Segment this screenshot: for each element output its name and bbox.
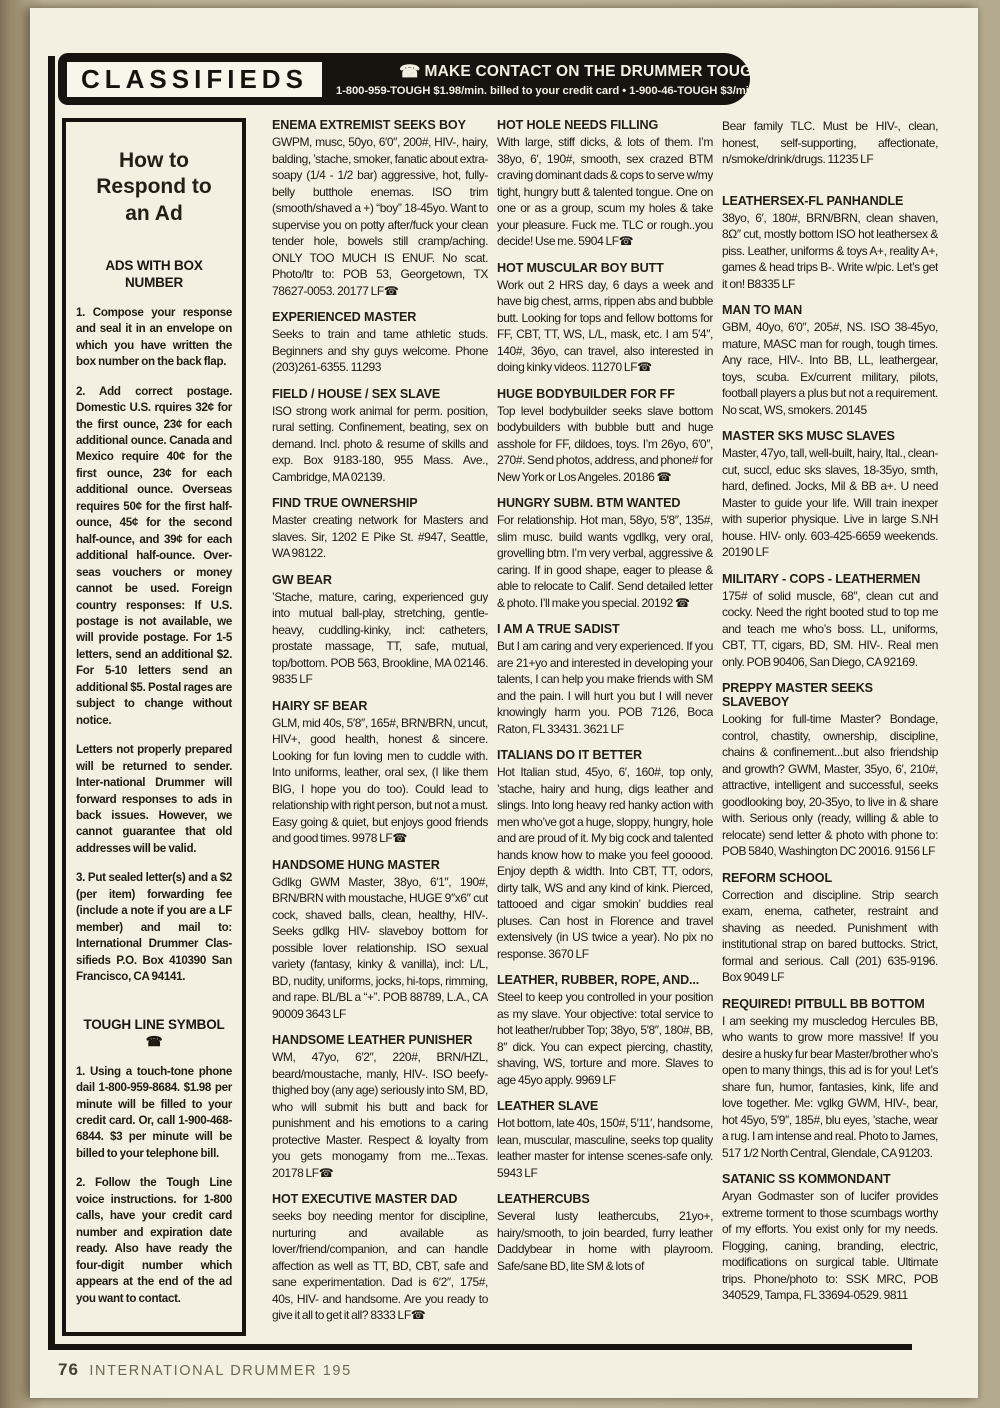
bottom-horizontal-rule xyxy=(48,1344,912,1350)
ad-body: Seeks to train and tame athletic studs. Beginners and shy guys welcome. Phone (203)261-6355. 11293 xyxy=(272,327,488,374)
ad-heading: PREPPY MASTER SEEKS SLAVEBOY xyxy=(722,681,873,709)
ad-body: Gdlkg GWM Master, 38yo, 6′1″, 190#, BRN/BRN with moustache, HUGE 9″x6″ cut cock, shaved balls, clean, healthy, HIV-. Seeks gdlkg HIV- slaveboy bottom for possible lover relationship. ISO sexual variety (fantasy, kinky & vanilla), incl: L/L, BD, nudity, uniforms, jocks, hi-tops, rimming, and rape. BL/BL a “+”. POB 88789, L.A., CA 90009 3643 LF xyxy=(272,874,488,1021)
classifieds-title-box xyxy=(63,58,326,101)
ads-column-3 xyxy=(722,116,938,1348)
ad-body: Steel to keep you controlled in your position as my slave. Your objective: total service to hot leather/rubber Top; 38yo, 5′8″, 180#, BB, 8″ dick. You can expect piercing, chastity, shaving, WS, torture and more. Slaves to age 45yo apply. 9969 LF xyxy=(497,990,713,1087)
how-to-title: How to Respond to an Ad xyxy=(96,149,212,225)
how-to-paragraph: 1. Compose your response and seal it in an envelope on which you have written the box number on the back flap. xyxy=(76,305,232,369)
ad-heading: HUGE BODYBUILDER FOR FF xyxy=(497,386,675,401)
classified-ad xyxy=(722,572,938,671)
ad-heading: MAN TO MAN xyxy=(722,303,803,317)
ad-body: I am seeking my muscledog Hercules BB, who wants to grow more massive! If you desire a husky fur bear Master/brother who’s open to many things, this ad is for you! Let’s share fun, humor, fantasies, kink, life and love together. Me: vglkg GWM, HIV-, bear, hot 45yo, 5′9″, 185#, blu eyes, ’stache, wear a rug. I am intense and real. Photo to James, 517 1/2 North Central, Glendale, CA 91203. xyxy=(722,1013,938,1160)
classified-ad xyxy=(497,622,713,737)
how-to-paragraph: Letters not properly prepared will be returned to sender. Inter-national Drummer will forward responses to ads in back issues. However, we cannot guarantee that old addresses will be valid. xyxy=(76,743,232,855)
ad-heading: REFORM SCHOOL xyxy=(722,870,832,885)
classified-ad xyxy=(722,303,938,418)
page-number: 76 xyxy=(58,1360,79,1379)
classified-ad xyxy=(497,387,713,486)
ad-heading: FIELD / HOUSE / SEX SLAVE xyxy=(272,386,441,401)
ad-heading: GW BEAR xyxy=(272,572,332,587)
classified-ad xyxy=(722,871,938,986)
how-to-paragraph: 2. Add correct postage. Domestic U.S. rquires 32¢ for the first ounce, 23¢ for each additional ounce. Canada and Mexico require 40¢ for the first ounce, 23¢ for each additional ounce. Overseas requires 50¢ for the first half-ounce, 45¢ for the second half-ounce, and 39¢ for each additional half-ounce. Over-seas vouchers or money cannot be used. Foreign country responses: If U.S. postage is not available, we will provide postage. For 1-5 letters, send an additional $2. For 5-10 letters send an additional $5. Postal rages are subject to change without notice. xyxy=(76,384,232,727)
ad-body: But I am caring and very experienced. If you are 21+yo and interested in developing your talents, I can help you make friends with SM and the pain. I will hurt you but I will never knowingly harm you. POB 7126, Boca Raton, FL 33431. 3621 LF xyxy=(497,639,713,736)
ad-heading: HANDSOME HUNG MASTER xyxy=(272,857,440,872)
classified-ad xyxy=(722,681,938,860)
classified-ad xyxy=(272,573,488,688)
ad-heading: MILITARY - COPS - LEATHERMEN xyxy=(722,571,921,586)
ad-body: For relationship. Hot man, 58yo, 5′8″, 135#, slim musc. build wants vgdlkg, very oral, grovelling btm. I’m very verbal, aggressive & caring. If in good shape, eager to please & able to relocate to Calif. Send detailed letter & photo. I’ll make you special. 20192 ☎ xyxy=(497,513,713,610)
tough-line-phone-numbers: 1-800-959-TOUGH $1.98/min. billed to your credit card • 1-900-46-TOUGH $3/min. billed to your phone xyxy=(335,84,868,97)
how-to-paragraph: 1. Using a touch-tone phone dail 1-800-959-8684. $1.98 per minute will be filled to your credit card. Or, call 1-900-468-6844. $3 per minute will be billed to your telephone bill. xyxy=(76,1064,232,1160)
classified-ad xyxy=(272,387,488,486)
ad-body: Bear family TLC. Must be HIV-, clean, honest, self-supporting, affectionate, n/smoke/drink/drugs. 11235 LF xyxy=(722,119,938,166)
ad-heading: LEATHERSEX-FL PANHANDLE xyxy=(722,193,904,208)
classified-ad xyxy=(272,496,488,562)
ad-body: Aryan Godmaster son of lucifer provides extreme torment to those scumbags worthy of my efforts. You exist only for my needs. Flogging, caning, branding, electric, modifications on surgical table. Ultimate trips. Phone/photo to: SSK MRC, POB 340529, Tampa, FL 33694-0529. 9811 xyxy=(722,1189,938,1302)
classified-ad xyxy=(722,1172,938,1304)
classified-ad xyxy=(272,699,488,847)
how-to-paragraph: 2. Follow the Tough Line voice instructions. for 1-800 calls, have your credit card number and expiration date ready. Also have ready the four-digit number which appears at the end of the ad you want to contact. xyxy=(76,1176,232,1305)
how-to-respond-box xyxy=(62,118,246,1336)
tough-line-title: ☎ MAKE CONTACT ON THE DRUMMER TOUGH LINE xyxy=(399,61,805,81)
classified-ad xyxy=(497,1099,713,1181)
ad-heading: FIND TRUE OWNERSHIP xyxy=(272,496,418,510)
classified-ad xyxy=(497,261,713,376)
page-footer xyxy=(58,1360,352,1380)
classified-ad xyxy=(722,118,938,168)
classified-ad xyxy=(272,1192,488,1324)
how-to-subheading: ADS WITH BOX NUMBER xyxy=(105,257,203,291)
ad-heading: REQUIRED! PITBULL BB BOTTOM xyxy=(722,996,925,1011)
ad-heading: HOT EXECUTIVE MASTER DAD xyxy=(272,1192,458,1206)
ad-body: Hot Italian stud, 45yo, 6′, 160#, top only, ’stache, hairy and hung, digs leather and slings. Into long heavy red hanky action with men who’ve got a huge, sloppy, hungry, hole and are proud of it. My big cock and talented hands know how to make you feel gooood. Enjoy depth & width. Into CBT, TT, odors, dirty talk, WS and any kind of kink. Pierced, tattooed and cigar smokin’ buddies real pluses. Can host in Florence and travel extensively (in US twice a year). No pix no response. 3670 LF xyxy=(497,765,713,961)
classified-ad xyxy=(722,997,938,1162)
ad-heading: ITALIANS DO IT BETTER xyxy=(497,748,642,762)
classified-ad xyxy=(497,118,713,250)
ad-body: Looking for full-time Master? Bondage, control, chastity, ownership, discipline, chains & confinement...but also friendship and growth? GWM, Master, 35yo, 6′, 210#, attractive, intelligent and successful, seeks goodlooking boy, 20-35yo, to live in & share with. Serious only (ready, willing & able to relocate) send letter & photo with phone to: POB 5840, Washington DC 20016. 9156 LF xyxy=(722,712,938,858)
ad-body: Master, 47yo, tall, well-built, hairy, Ital., clean-cut, succl, educ sks slaves, 18-35yo, smth, hard, defined. Jocks, Mil & BB a+. U need Master to guide your life. Will train inexper with superior physique. Live in large S.NH house. HIV- only. 603-425-6659 weekends. 20190 LF xyxy=(722,446,938,559)
ad-body: 38yo, 6′, 180#, BRN/BRN, clean shaven, 8Ω″ cut, mostly bottom ISO hot leathersex & piss. Leather, uniforms & toys A+, reality A+, games & head trips B-. Write w/pic. Let’s get it on! B8335 LF xyxy=(722,210,938,291)
ads-column-2 xyxy=(497,116,713,1348)
ad-body: Several lusty leathercubs, 21yo+, hairy/smooth, to join bearded, furry leather Daddybear in home with playroom. Safe/sane BD, lite SM & lots of xyxy=(497,1209,713,1273)
how-to-paragraph: 3. Put sealed letter(s) and a $2 (per item) forwarding fee (include a note if you are a LF member) and mail to: International Drummer Clas-sifieds P.O. Box 410390 San Francisco, CA 94141. xyxy=(76,871,232,984)
magazine-title: INTERNATIONAL DRUMMER 195 xyxy=(89,1363,352,1379)
ad-body: Work out 2 HRS day, 6 days a week and have big chest, arms, rippen abs and bubble butt. Looking for tops and fellow bottoms for FF, CBT, TT, WS, L/L, mask, etc. I am 5′4″, 140#, 36yo, can travel, also interested in doing kinky videos. 11270 LF☎ xyxy=(497,277,713,374)
classified-ad xyxy=(722,429,938,561)
ad-body: WM, 47yo, 6′2″, 220#, BRN/HZL, beard/moustache, manly, HIV-. ISO beefy-thighed boy (any age) seriously into SM, BD, who will submit his butt and back for punishment and his emotions to a caring protective Master. Respect & loyalty from you gets monogamy from me...Texas. 20178 LF☎ xyxy=(272,1050,488,1180)
ad-body: GBM, 40yo, 6′0″, 205#, NS. ISO 38-45yo, mature, MASC man for rough, tough times. Any race, HIV-. Into BB, LL, leathergear, toys, scuba. Ex/current military, pilots, football players a plus but not a requirement. No scat, WS, smokers. 20145 xyxy=(722,320,938,417)
left-vertical-rule xyxy=(48,56,55,1350)
ad-body: 175# of solid muscle, 68″, clean cut and cocky. Need the right booted stud to top me and teach me who’s boss. LL, uniforms, CBT, TT, cigars, BD, SM. HIV-. Real men only. POB 90406, San Diego, CA 92169. xyxy=(722,588,938,669)
classified-ad xyxy=(497,973,713,1088)
ad-heading: HANDSOME LEATHER PUNISHER xyxy=(272,1033,473,1047)
classified-ad xyxy=(497,1192,713,1274)
ad-heading: MASTER SKS MUSC SLAVES xyxy=(722,429,895,443)
ad-heading: HAIRY SF BEAR xyxy=(272,698,368,713)
ad-body: Master creating network for Masters and slaves. Sir, 1202 E Pike St. #947, Seattle, WA 98122. xyxy=(272,513,488,560)
classified-ad xyxy=(272,858,488,1023)
classified-ad xyxy=(722,194,938,293)
ads-column-1 xyxy=(272,116,488,1348)
ad-body: seeks boy needing mentor for discipline, nurturing and available as lover/friend/companion, and can handle affection as well as TT, BD, CBT, safe and sane experimentation. Dad is 6′2″, 175#, 40s, HIV- and handsome. Are you ready to give it all to get it all? 8333 LF☎ xyxy=(272,1209,488,1322)
classified-ad xyxy=(497,748,713,962)
phone-icon: ☎ xyxy=(399,61,421,81)
ad-body: With large, stiff dicks, & lots of them. I’m 38yo, 6′, 190#, smooth, sex crazed BTM craving dominant dads & cops to serve w/my tight, hungry butt & talented tongue. One on one or as a group, scum my holes & take your pleasure. Fuck me. TLC or rough..you decide! Use me. 5904 LF☎ xyxy=(497,135,713,248)
ad-body: Hot bottom, late 40s, 150#, 5′11′, handsome, lean, muscular, masculine, seeks top quality leather master for intense scenes-safe only. 5943 LF xyxy=(497,1116,713,1180)
ad-heading: EXPERIENCED MASTER xyxy=(272,310,417,324)
ad-body: ISO strong work animal for perm. position, rural setting. Confinement, beating, sex on demand. Incl. photo & resume of skills and exp. Box 9183-180, 955 Mass. Ave., Cambridge, MA 02139. xyxy=(272,403,488,484)
ad-body: ’Stache, mature, caring, experienced guy into mutual ball-play, stretching, gentle-heavy, cuddling-kinky, incl: catheters, prostate massage, TT, safe, mutual, top/bottom. POB 563, Brookline, MA 02146. 9835 LF xyxy=(272,589,488,686)
ad-heading: LEATHER SLAVE xyxy=(497,1099,599,1113)
classified-ad xyxy=(272,118,488,299)
how-to-sections xyxy=(76,257,232,1307)
ad-heading: LEATHERCUBS xyxy=(497,1192,590,1206)
ad-heading: HOT HOLE NEEDS FILLING xyxy=(497,118,659,132)
ad-heading: I AM A TRUE SADIST xyxy=(497,622,620,636)
classifieds-title: CLASSIFIEDS xyxy=(81,63,308,94)
ad-heading: ENEMA EXTREMIST SEEKS BOY xyxy=(272,118,466,132)
ad-body: Correction and discipline. Strip search exam, enema, catheter, restraint and shaving as needed. Punishment with institutional strap on bared buttocks. Strict, formal and serious. Call (201) 635-9196. Box 9049 LF xyxy=(722,887,938,984)
classified-ad xyxy=(497,496,713,611)
ad-heading: LEATHER, RUBBER, ROPE, AND... xyxy=(497,973,700,987)
how-to-subheading: TOUGH LINE SYMBOL ☎ xyxy=(83,1016,225,1050)
ad-body: GLM, mid 40s, 5′8″, 165#, BRN/BRN, uncut, HIV+, good health, honest & sincere. Looking for fun loving men to cuddle with. Into uniforms, leather, oral sex, (I like them BIG, I hope you do too). Could lead to relationship with right person, but not a must. Easy going & quiet, but enjoys good friends and good times. 9978 LF☎ xyxy=(272,715,488,845)
tough-line-banner xyxy=(326,62,878,97)
classified-ad xyxy=(272,310,488,376)
ad-body: Top level bodybuilder seeks slave bottom bodybuilders with bubble butt and huge asshole for FF, dildoes, toys. I’m 26yo, 6′0″, 270#. Send photos, address, and phone# for New York or Los Angeles. 20186 ☎ xyxy=(497,403,713,484)
magazine-page xyxy=(30,8,978,1398)
ad-heading: HOT MUSCULAR BOY BUTT xyxy=(497,260,664,275)
ad-heading: HUNGRY SUBM. BTM WANTED xyxy=(497,496,681,510)
classified-ad xyxy=(272,1033,488,1181)
ad-heading: SATANIC SS KOMMONDANT xyxy=(722,1172,891,1186)
ad-body: GWPM, musc, 50yo, 6′0″, 200#, HIV-, hairy, balding, ’stache, smoker, fanatic about extra-soapy (1/4 - 1/2 bar) aggressive, hot, fully-belly butthole enemas. ISO trim (smooth/shaved a +) “boy” 18-45yo. Want to supervise you on potty after/fuck your clean tender hole, bowels still cramp/aching. ONLY TOO MUCH IS ENUF. No scat. Photo/ltr to: POB 53, Georgetown, TX 78627-0053. 20177 LF☎ xyxy=(272,135,488,298)
classifieds-masthead xyxy=(58,53,868,105)
